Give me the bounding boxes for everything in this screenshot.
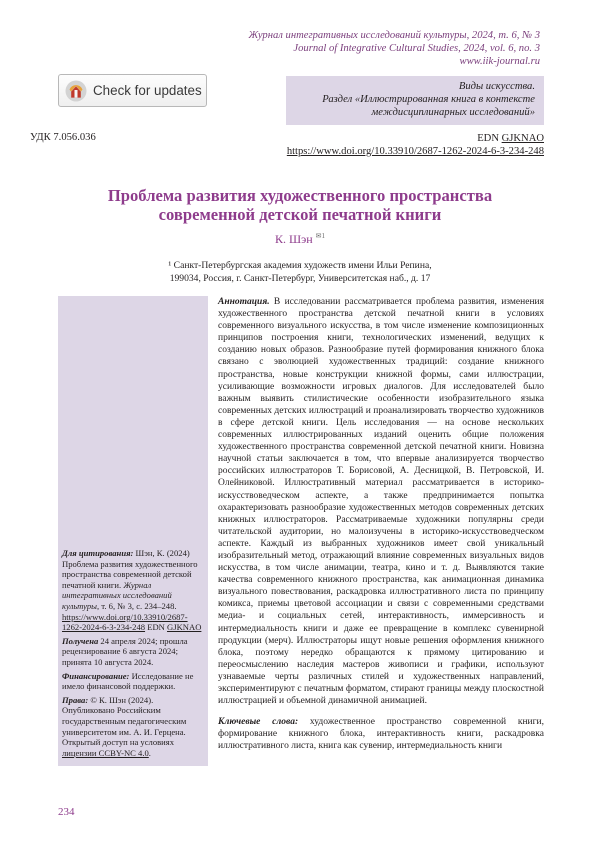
citation-doi-link[interactable]: https://www.doi.org/10.33910/2687-1262-2024-6-3-234-248 — [62, 611, 188, 633]
rights-label: Права: — [62, 694, 89, 705]
received-paragraph: Получена 24 апреля 2024; прошла рецензирование 6 августа 2024; принята 10 августа 2024. — [62, 635, 188, 667]
check-for-updates-button[interactable] — [58, 74, 207, 107]
article-title — [40, 186, 560, 224]
author-mark: ✉1 — [315, 232, 326, 240]
abstract — [218, 296, 544, 707]
citation-edn-link[interactable]: GJKNAO — [167, 622, 202, 633]
journal-website[interactable]: www.iik-journal.ru — [459, 55, 540, 67]
rights-paragraph: Права: © К. Шэн (2024). Опубликовано Российским государственным педагогическим университетом им. А. И. Герцена. Открытый доступ на условиях лицензии CCBY-NC 4.0. — [62, 694, 187, 758]
license-link[interactable]: лицензии CCBY-NC 4.0 — [62, 747, 149, 758]
citation-label: Для цитирования: — [62, 548, 134, 558]
update-icon — [65, 80, 87, 102]
citation-paragraph: Для цитирования: Шэн, К. (2024) Проблема развития художественного пространства современной детской печатной книги. Журнал интегративных исследований культуры, т. 6, № 3, с. 234–248. https://www.doi.org/10.33910/2687-1262-2024-6-3-234-248 EDN GJKNAO — [62, 548, 202, 633]
author-name: К. Шэн — [274, 232, 313, 246]
udk-code: УДК 7.056.036 — [30, 132, 96, 143]
journal-header — [248, 30, 540, 68]
funding-label: Финансирование: — [62, 670, 130, 681]
edn-link[interactable]: GJKNAO — [501, 133, 544, 144]
affiliation-line-2: 199034, Россия, г. Санкт-Петербург, Университетская наб., д. 17 — [169, 272, 431, 284]
section-banner — [286, 76, 544, 125]
section-line-3: междисциплинарных исследований» — [371, 107, 535, 118]
edn-prefix: EDN — [477, 133, 502, 144]
page-number: 234 — [58, 806, 75, 818]
abstract-label: Аннотация. — [218, 297, 270, 307]
main-column — [218, 296, 544, 752]
affiliation-line-1: ¹ Санкт-Петербургская академия художеств имени Ильи Репина, — [168, 260, 432, 271]
check-for-updates-label: Check for updates — [93, 83, 202, 98]
citation-journal: Журнал интегративных исследований культуры — [62, 579, 172, 611]
author — [40, 232, 560, 247]
journal-title-ru: Журнал интегративных исследований культуры, 2024, т. 6, № 3 — [248, 30, 540, 41]
article-title-line-1: Проблема развития художественного пространства — [107, 186, 493, 205]
affiliation — [40, 260, 560, 285]
edn-block — [287, 132, 544, 158]
keywords — [218, 716, 544, 752]
abstract-text: В исследовании рассматривается проблема развития, изменения художественного пространства детской печатной книги в условиях современного визуального искусства, в том числе изменение композиционных принципов построения книги, технологических изменений, ведущих к созданию новых образов. Разнообразие путей формирования книжного блока связано с эволюцией художественных традиций: создание книжного пространства, новые конструкции книжной формы, сами иллюстрации, усиливающие возможности игровых диалогов. Для исследователей было важным выявить стилистические особенности изобразительного языка современных детских иллюстраций и проанализировать творчество художников в сфере детской книги. Цель исследования — на основе нескольких современных иллюстрированных изданий оценить общие положения художественного пространства современной детской печатной книги. Новизна научной статьи заключается в том, что впервые анализируется творчество российских иллюстраторов Т. Борисовой, А. Десницкой, В. Петровской, И. Олейниковой. Иллюстративный материал рассматривается в историко-искусствоведческом аспекте, а также предпринимается попытка охарактеризовать разнообразие художественных методов современных детских книжных иллюстраторов. Рассматриваемые художники популярны среди читательской аудитории, но малоизучены в историко-искусствоведческом аспекте. Каждый из выбранных художников имеет свой уникальный изобразительный метод, отражающий влияние современных визуальных видов искусства, в том числе анимации, театра, кино и т. д. Выявляются такие качества современного книжного пространства, как анимационная динамика визуального повествования, раскадровка иллюстративного листа по принципу комикса, приемы цветовой ассоциации и связи с современными средствами медиа- и социальных сетей, интерактивность, иммерсивность и интермедиальность книги и даже ее превращение в комплекс сувенирной продукции (мерч). Иллюстраторы ищут новые решения оформления книжного блока, поэтому нередко обращаются к прямому цитированию и переосмыслению наследия мастеров живописи и графики, используют узнаваемые черты различных стилей и художественных направлений, экспериментируют с печатным форматом, стирают границы между плоскостной иллюстрацией и объемной динамичной анимацией. — [218, 297, 544, 707]
doi-link[interactable]: https://www.doi.org/10.33910/2687-1262-2024-6-3-234-248 — [286, 146, 544, 157]
section-line-2: Раздел «Иллюстрированная книга в контексте — [322, 94, 535, 105]
received-label: Получена — [62, 635, 99, 646]
journal-title-en: Journal of Integrative Cultural Studies, 2024, vol. 6, no. 3 — [293, 42, 540, 54]
keywords-text: художественное пространство современной книги, формирование книжного блока, интерактивность книги, раскадровка иллюстративного листа, книга как сувенир, интермедиальность книги — [218, 717, 544, 752]
article-title-line-2: современной детской печатной книги — [158, 205, 442, 224]
funding-paragraph: Финансирование: Исследование не имело финансовой поддержки. — [62, 670, 194, 692]
citation-sidebar — [62, 548, 206, 761]
keywords-label: Ключевые слова: — [218, 717, 299, 728]
section-line-1: Виды искусства. — [458, 81, 535, 92]
